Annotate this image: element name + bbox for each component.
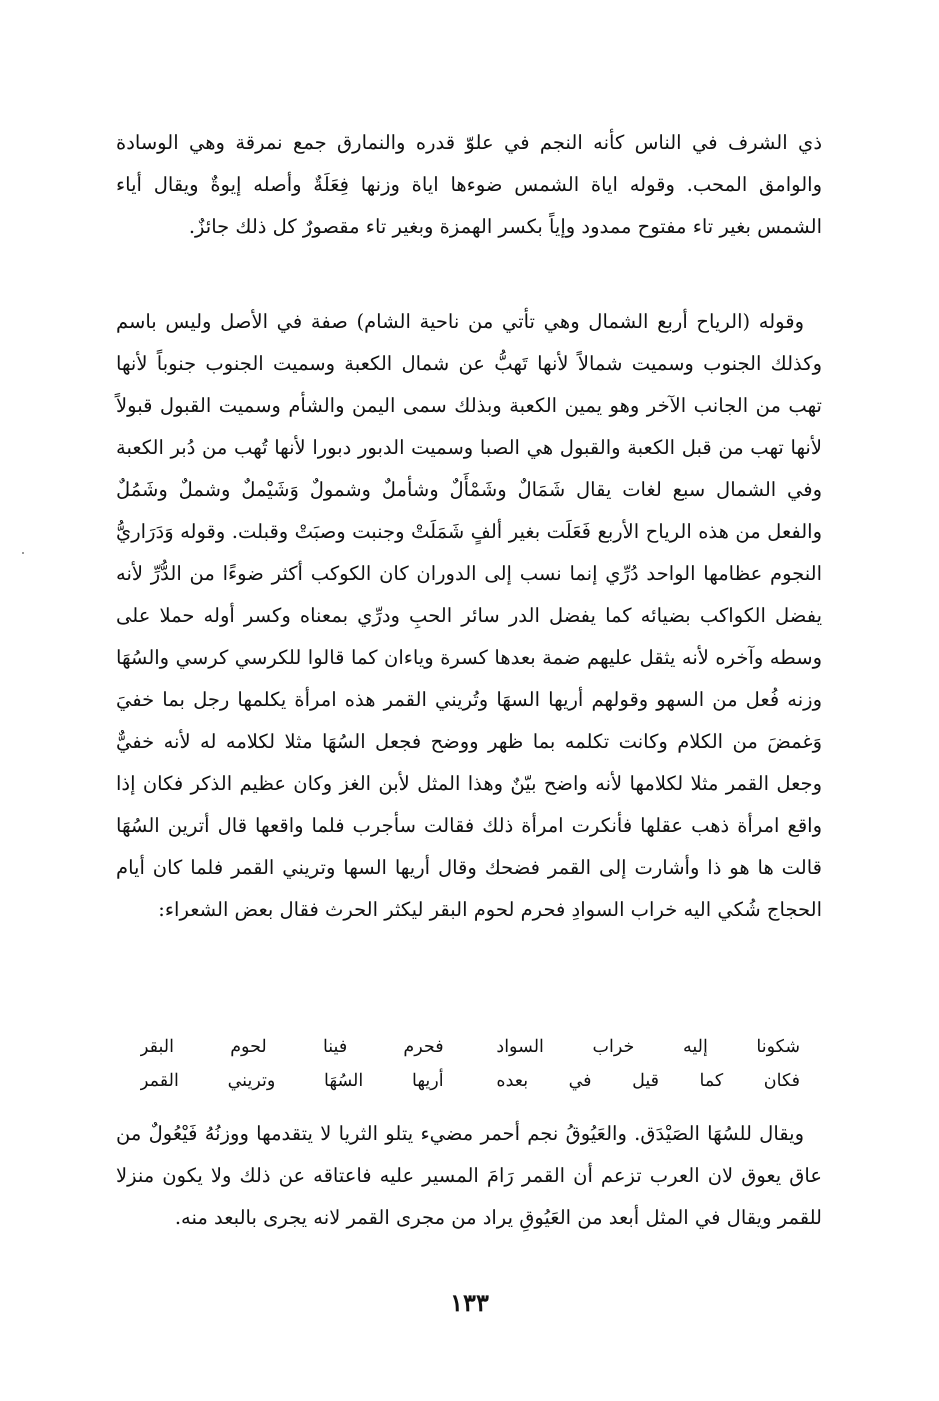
verse-1-second-hemistich: فحرم فينا لحوم البقر [140, 1037, 444, 1057]
poem-verse-2 [140, 1064, 800, 1098]
verse-2-second-hemistich: أريها السُهَا وتريني القمر [140, 1071, 444, 1091]
paragraph-2-text: وقوله (الرياح أربع الشمال وهي تأتي من ناحية الشام) صفة في الأصل وليس باسم وكذلك الجنوب وسميت شمالاً لأنها تَهبُّ عن شمال الكعبة وسميت الجنوب جنوباً لأنها تهب من الجانب الآخر وهو يمين الكعبة وبذلك سمى اليمن والشأم وسميت القبول قبولاً لأنها تهب من قبل الكعبة والقبول هي الصبا وسميت الدبور دبورا لأنها تُهب من دُبر الكعبة وفي الشمال سبع لغات يقال شَمَالٌ وشَمْأَلٌ وشأملٌ وشمولٌ وَشَيْملٌ وشملٌ وشَمُلٌ والفعل من هذه الرياح الأربع فَعَلَت بغير ألفٍ شَمَلَتْ وجنبت وصبَتْ وقبلت. وقوله وَدَرَاريُّ النجوم عظامها الواحد دُرِّي إنما نسب إلى الدوران كان الكوكب أكثر ضوءًا من الدُّرِّ لأنه يفضل الكواكب بضيائه كما يفضل الدر سائر الحبِ ودرِّي بمعناه وكسر أوله حملا على وسطه وآخره لأنه يثقل عليهم ضمة بعدها كسرة وياءان كما قالوا للكرسي كرسي والسُهَا وزنه فُعل من السهو وقولهم أريها السهَا وتُريني القمر هذه امرأة يكلمها رجل بما خفيَ وَغمضَ من الكلام وكانت تكلمه بما ظهر ووضح فجعل السُهَا مثلا لكلامه له لأنه خفيٌّ وجعل القمر مثلا لكلامها لأنه واضح بيّنٌ وهذا المثل لأبن الغز وكان عظيم الذكر فكان إذا واقع امرأة ذهب عقلها فأنكرت امرأة ذلك فقالت سأجرب فلما واقعها قال أترين السُهَا قالت ها هو ذا وأشارت إلى القمر فضحك وقال أريها السها وتريني القمر فلما كان أيام الحجاج شُكي اليه خراب السوادِ فحرم لحوم البقر ليكثر الحرث فقال بعض الشعراء: [116, 310, 822, 921]
margin-speck [22, 552, 24, 554]
paragraph-1 [116, 122, 822, 248]
poem-verse-1 [140, 1030, 800, 1064]
verse-1-first-hemistich: شكونا إليه خراب السواد [496, 1037, 800, 1057]
paragraph-2 [116, 301, 822, 931]
paragraph-1-text: ذي الشرف في الناس كأنه النجم في علوّ قدره والنمارق جمع نمرقة وهي الوسادة والوامق المحب. وقوله اياة الشمس ضوءها اياة وزنها فِعَلَةٌ وأصله إيوةٌ ويقال أياء الشمس بغير تاء مفتوح ممدود وإياً بكسر الهمزة وبغير تاء مقصورٌ كل ذلك جائزٌ. [116, 131, 822, 238]
page-number: ١٣٣ [450, 1288, 489, 1317]
poem-block [140, 1030, 800, 1098]
paragraph-3-text: ويقال للسُهَا الصَيْدَق. والعَيُوقُ نجم أحمر مضيء يتلو الثريا لا يتقدمها ووزنُهُ فَيْعُولٌ من عاق يعوق لان العرب تزعم أن القمر رَامَ المسير عليه فاعتاقه عن ذلك ولا يكون منزلا للقمر ويقال في المثل أبعد من العَيُوقِ يراد من مجرى القمر لانه يجرى بالبعد منه. [116, 1122, 822, 1229]
verse-2-first-hemistich: فكان كما قيل في بعده [496, 1071, 800, 1091]
paragraph-3 [116, 1113, 822, 1239]
